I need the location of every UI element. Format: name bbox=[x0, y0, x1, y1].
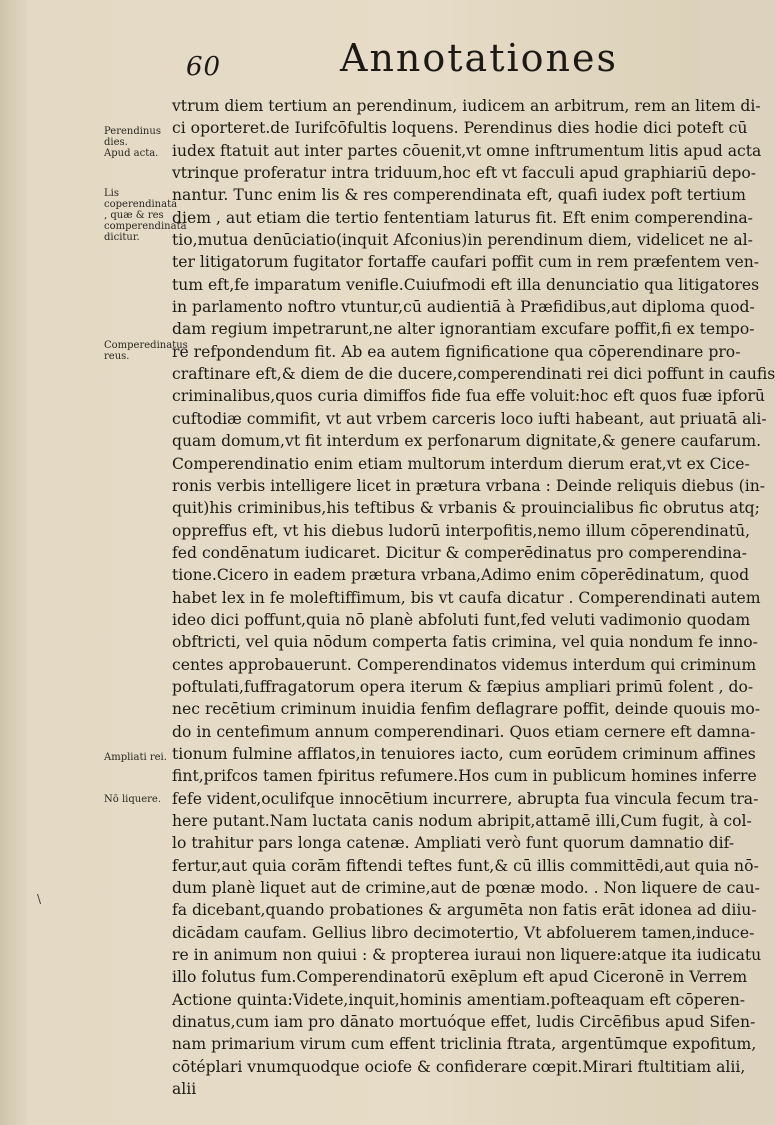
margin-note: Comperedinatus reus. bbox=[104, 340, 188, 362]
text-line: ter litigatorum fugitator fortaffe caufari poffit cum in rem præfentem ven- bbox=[172, 253, 760, 272]
margin-note: Ampliati rei. bbox=[104, 752, 167, 763]
text-line: cōtéplari vnumquodque ociofe & confiderare cœpit.Mirari ftultitiam alii, bbox=[172, 1057, 746, 1076]
text-line: ci oporteret.de Iurifcōfultis loquens. Perendinus dies hodie dici poteft cū bbox=[172, 119, 748, 138]
text-line: poftulati,fuffragatorum opera iterum & fæpius ampliari primū folent , do- bbox=[172, 677, 754, 696]
page-number: 60 bbox=[186, 52, 222, 82]
text-line: quit)his criminibus,his teftibus & vrbanis & prouincialibus fic obrutus atq; bbox=[172, 499, 760, 518]
text-line: tionum fulmine afflatos,in tenuiores iacto, cum eorūdem criminum affines bbox=[172, 744, 756, 763]
text-line: illo folutus fum.Comperendinatorū exēplum eft apud Ciceronē in Verrem bbox=[172, 968, 748, 987]
text-line: obftricti, vel quia nōdum comperta fatis crimina, vel quia nondum fe inno- bbox=[172, 633, 758, 652]
text-line: tum eft,fe imparatum venifle.Cuiufmodi eft illa denunciatio qua litigatores bbox=[172, 275, 760, 294]
margin-note: Lis coperendinata , quæ & res comperendinata dicitur. bbox=[104, 188, 187, 243]
text-line: dinatus,cum iam pro dānato mortuóque effet, ludis Circēfibus apud Sifen- bbox=[172, 1013, 756, 1032]
text-line: dicādam caufam. Gellius libro decimotertio, Vt abfoluerem tamen,induce- bbox=[172, 923, 755, 942]
text-line: iudex ftatuit aut inter partes cōuenit,vt omne inftrumentum litis apud acta bbox=[172, 141, 762, 160]
text-line: tio,mutua denūciatio(inquit Afconius)in perendinum diem, videlicet ne al- bbox=[172, 231, 753, 250]
text-line: craftinare eft,& diem de die ducere,comperendinati rei dici poffunt in caufis bbox=[172, 365, 775, 384]
text-line: lo trahitur pars longa catenæ. Ampliati verò funt quorum damnatio dif- bbox=[172, 834, 735, 853]
running-head: Annotationes bbox=[340, 36, 618, 80]
text-line: criminalibus,quos curia dimiffos fide fua effe voluit:hoc eft quos fuæ ipforū bbox=[172, 387, 765, 406]
text-line: ideo dici poffunt,quia nō planè abfoluti funt,fed veluti vadimonio quodam bbox=[172, 610, 751, 629]
text-line: fertur,aut quia corām fiftendi teftes funt,& cū illis committēdi,aut quia nō- bbox=[172, 856, 759, 875]
text-line: fint,prifcos tamen fpiritus refumere.Hos cum in publicum homines inferre bbox=[172, 767, 757, 786]
text-line: re in animum non quiui : & propterea iuraui non liquere:atque ita iudicatu bbox=[172, 946, 762, 965]
text-line: in parlamento noftro vtuntur,cū audientiā à Præfidibus,aut diploma quod- bbox=[172, 298, 755, 317]
text-line: fefe vident,oculifque innocētium incurrere, abrupta fua vincula fecum tra- bbox=[172, 789, 759, 808]
text-line: re refpondendum fit. Ab ea autem fignificatione qua cōperendinare pro- bbox=[172, 342, 741, 361]
stray-mark: \ bbox=[37, 892, 42, 906]
text-line: tione.Cicero in eadem prætura vrbana,Adimo enim cōperēdinatum, quod bbox=[172, 566, 750, 585]
text-line: ronis verbis intelligere licet in prætura vrbana : Deinde reliquis diebus (in- bbox=[172, 476, 766, 495]
text-line: vtrum diem tertium an perendinum, iudicem an arbitrum, rem an litem di- bbox=[172, 97, 761, 115]
text-line: alii bbox=[172, 1080, 197, 1099]
text-line: diem , aut etiam die tertio fententiam laturus fit. Eft enim comperendina- bbox=[172, 208, 753, 227]
text-line: quam domum,vt fit interdum ex perfonarum dignitate,& genere caufarum. bbox=[172, 432, 762, 451]
text-line: dum planè liquet aut de crimine,aut de pœnæ modo. . Non liquere de cau- bbox=[172, 879, 760, 898]
text-line: oppreffus eft, vt his diebus ludorū interpofitis,nemo illum cōperendinatū, bbox=[172, 521, 751, 540]
text-line: cuftodiæ commifit, vt aut vrbem carceris loco iufti habeant, aut priuatā ali- bbox=[172, 409, 767, 428]
margin-note: Apud acta. bbox=[104, 148, 159, 159]
text-line: Comperendinatio enim etiam multorum interdum dierum erat,vt ex Cice- bbox=[172, 454, 750, 473]
body-text bbox=[172, 95, 775, 1100]
text-line: dam regium impetrarunt,ne alter ignorantiam excufare poffit,fi ex tempo- bbox=[172, 320, 755, 339]
text-line: vtrinque proferatur intra triduum,hoc eft vt facculi apud graphiariū depo- bbox=[172, 164, 757, 183]
text-line: habet lex in fe moleftiffimum, bis vt caufa dicatur . Comperendinati autem bbox=[172, 588, 761, 607]
margin-note: Nō liquere. bbox=[104, 794, 161, 805]
margin-note: Perendinus dies. bbox=[104, 126, 161, 148]
text-line: here putant.Nam luctata canis nodum abripit,attamē illi,Cum fugit, à col- bbox=[172, 812, 752, 830]
text-line: nam primarium virum cum effent triclinia ftrata, argentūmque expofitum, bbox=[172, 1035, 757, 1054]
text-line: Actione quinta:Videte,inquit,hominis amentiam.pofteaquam eft cōperen- bbox=[172, 990, 746, 1009]
text-line: nec recētium criminum inuidia fenfim deflagrare poffit, deinde quouis mo- bbox=[172, 700, 761, 719]
text-line: fa dicebant,quando probationes & argumēta non fatis erāt idonea ad diiu- bbox=[172, 901, 757, 920]
text-line: do in centefimum annum comperendinari. Quos etiam cernere eft damna- bbox=[172, 722, 756, 741]
text-line: nantur. Tunc enim lis & res comperendinata eft, quafi iudex poft tertium bbox=[172, 186, 746, 205]
text-line: centes approbauerunt. Comperendinatos videmus interdum qui criminum bbox=[172, 655, 757, 674]
text-line: fed condēnatum iudicaret. Dicitur & comperēdinatus pro comperendina- bbox=[172, 543, 747, 562]
